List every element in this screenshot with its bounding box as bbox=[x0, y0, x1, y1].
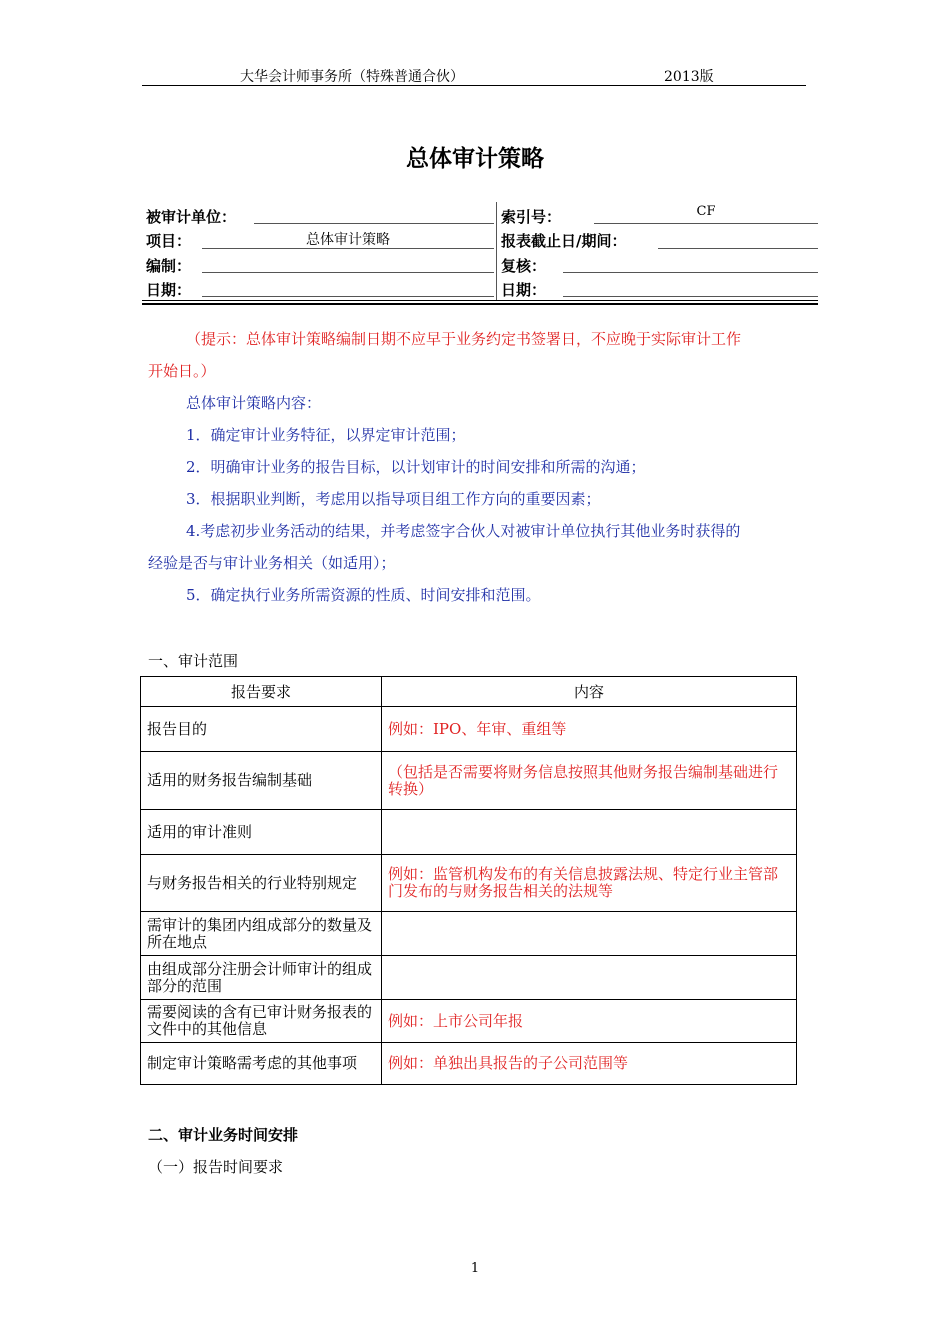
auditee-field[interactable] bbox=[254, 204, 494, 224]
content-cell[interactable]: 例如：上市公司年报 bbox=[382, 1000, 797, 1043]
date-field-right[interactable] bbox=[563, 277, 818, 297]
table-row bbox=[141, 752, 797, 810]
table-row bbox=[141, 810, 797, 855]
index-field[interactable]: CF bbox=[594, 204, 818, 224]
date-label-right: 日期： bbox=[501, 281, 547, 299]
requirement-cell: 需要阅读的含有已审计财务报表的文件中的其他信息 bbox=[141, 1000, 382, 1043]
table-row bbox=[141, 1043, 797, 1085]
list-item: 5．确定执行业务所需资源的性质、时间安排和范围。 bbox=[186, 586, 541, 604]
content-cell[interactable] bbox=[382, 810, 797, 855]
requirement-cell: 需审计的集团内组成部分的数量及所在地点 bbox=[141, 912, 382, 956]
list-item: 1．确定审计业务特征，以界定审计范围； bbox=[186, 426, 466, 444]
content-cell[interactable]: 例如：单独出具报告的子公司范围等 bbox=[382, 1043, 797, 1085]
prepared-label: 编制： bbox=[146, 257, 192, 275]
review-field[interactable] bbox=[563, 253, 818, 273]
table-row bbox=[141, 956, 797, 1000]
project-field[interactable]: 总体审计策略 bbox=[202, 229, 494, 249]
firm-name: 大华会计师事务所（特殊普通合伙） bbox=[240, 69, 464, 85]
prepared-field[interactable] bbox=[202, 253, 494, 273]
period-label: 报表截止日/期间： bbox=[501, 232, 627, 250]
tip-line-1: （提示：总体审计策略编制日期不应早于业务约定书签署日，不应晚于实际审计工作 bbox=[186, 330, 742, 348]
table-row bbox=[141, 707, 797, 752]
content-cell[interactable]: 例如：监管机构发布的有关信息披露法规、特定行业主管部门发布的与财务报告相关的法规等 bbox=[382, 855, 797, 912]
date-field-left[interactable] bbox=[202, 277, 494, 297]
list-item: 经验是否与审计业务相关（如适用）； bbox=[148, 554, 396, 572]
requirement-cell: 适用的财务报告编制基础 bbox=[141, 752, 382, 810]
subsection-report-timing: （一）报告时间要求 bbox=[148, 1158, 284, 1176]
content-cell[interactable] bbox=[382, 956, 797, 1000]
info-rule-thin bbox=[142, 300, 818, 301]
section-audit-timeline: 二、审计业务时间安排 bbox=[148, 1126, 299, 1144]
index-label: 索引号： bbox=[501, 208, 562, 226]
requirement-cell: 报告目的 bbox=[141, 707, 382, 752]
audit-scope-table bbox=[140, 676, 797, 1085]
content-cell[interactable]: （包括是否需要将财务信息按照其他财务报告编制基础进行转换） bbox=[382, 752, 797, 810]
date-label-left: 日期： bbox=[146, 281, 192, 299]
requirement-cell: 与财务报告相关的行业特别规定 bbox=[141, 855, 382, 912]
content-cell[interactable] bbox=[382, 912, 797, 956]
header-rule bbox=[142, 85, 806, 86]
info-divider bbox=[496, 202, 497, 300]
period-field[interactable] bbox=[658, 229, 818, 249]
table-header-row bbox=[141, 677, 797, 707]
review-label: 复核： bbox=[501, 257, 547, 275]
requirement-cell: 由组成部分注册会计师审计的组成部分的范围 bbox=[141, 956, 382, 1000]
page-title: 总体审计策略 bbox=[406, 146, 544, 172]
content-cell[interactable]: 例如：IPO、年审、重组等 bbox=[382, 707, 797, 752]
page-number: 1 bbox=[470, 1261, 480, 1276]
table-row bbox=[141, 855, 797, 912]
list-item: 4.考虑初步业务活动的结果，并考虑签字合伙人对被审计单位执行其他业务时获得的 bbox=[186, 522, 741, 540]
content-intro: 总体审计策略内容： bbox=[186, 394, 322, 412]
column-header: 内容 bbox=[382, 677, 797, 707]
version-label: 2013版 bbox=[664, 69, 714, 85]
list-item: 3．根据职业判断，考虑用以指导项目组工作方向的重要因素； bbox=[186, 490, 601, 508]
column-header: 报告要求 bbox=[141, 677, 382, 707]
table-row bbox=[141, 1000, 797, 1043]
auditee-label: 被审计单位： bbox=[146, 208, 237, 226]
requirement-cell: 制定审计策略需考虑的其他事项 bbox=[141, 1043, 382, 1085]
requirement-cell: 适用的审计准则 bbox=[141, 810, 382, 855]
list-item: 2．明确审计业务的报告目标，以计划审计的时间安排和所需的沟通； bbox=[186, 458, 646, 476]
section-audit-scope: 一、审计范围 bbox=[148, 652, 239, 670]
tip-line-2: 开始日。） bbox=[148, 362, 216, 380]
project-label: 项目： bbox=[146, 232, 192, 250]
table-row bbox=[141, 912, 797, 956]
info-rule-thick bbox=[142, 303, 818, 305]
